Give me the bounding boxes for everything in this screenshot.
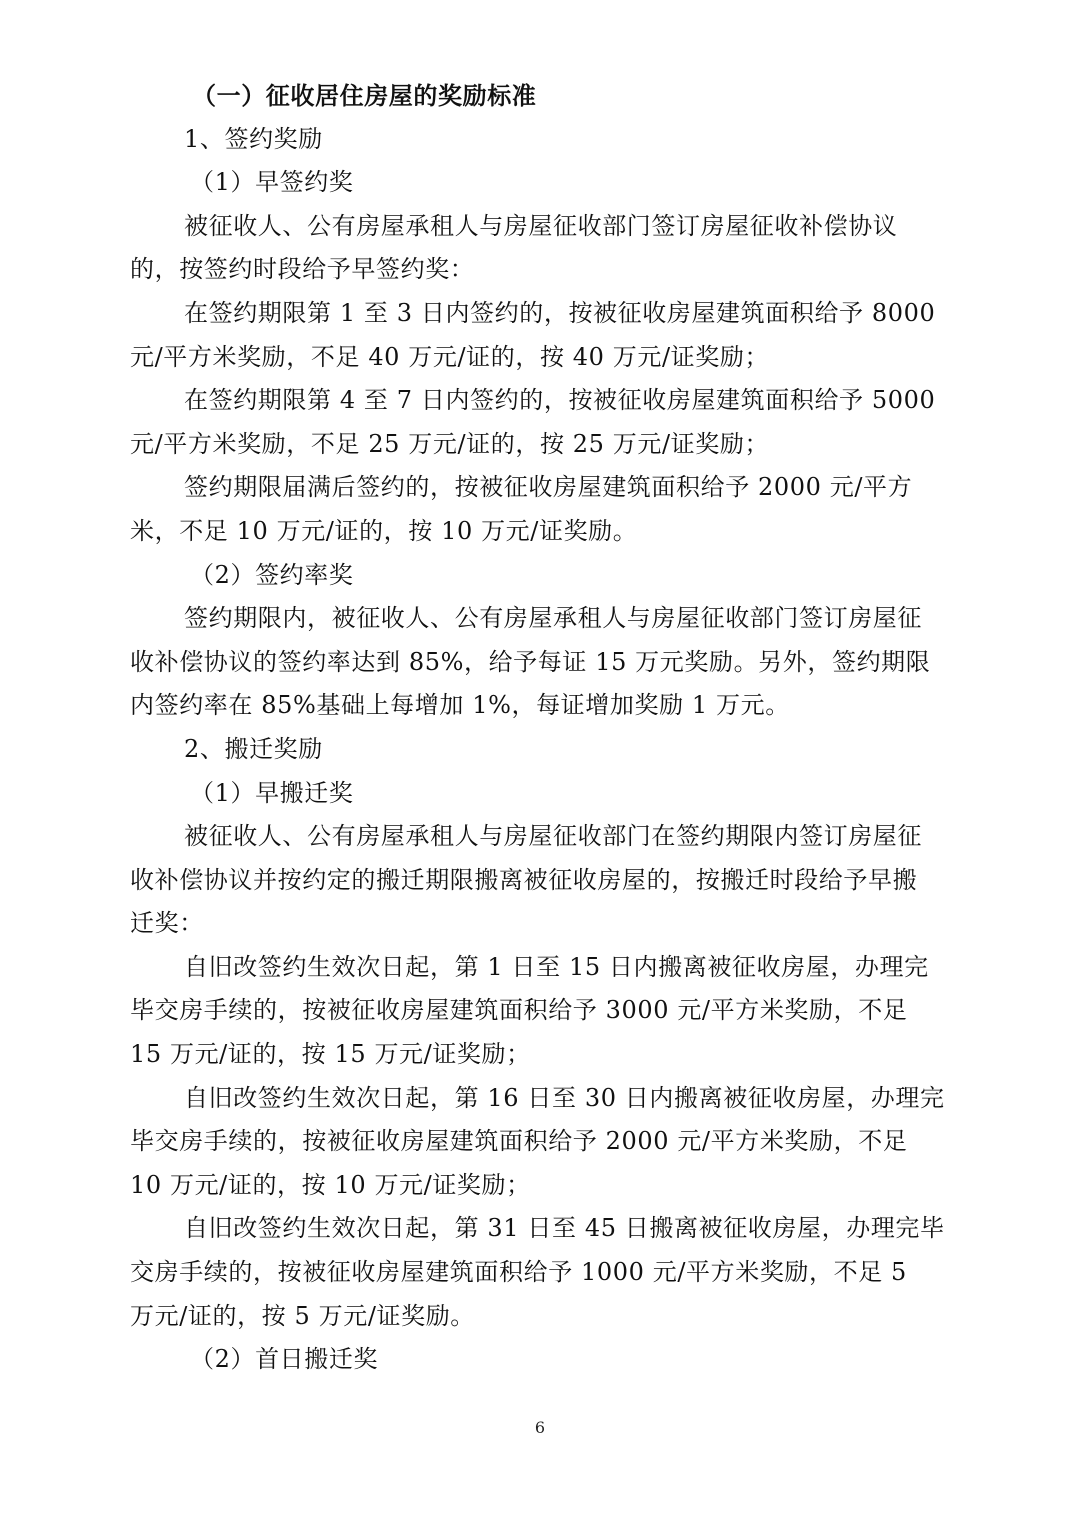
item-heading: （2）首日搬迁奖 (190, 1345, 379, 1374)
paragraph-line: 收补偿协议的签约率达到 85%，给予每证 15 万元奖励。另外，签约期限 (130, 647, 931, 676)
paragraph-line: 自旧改签约生效次日起，第 1 日至 15 日内搬离被征收房屋，办理完 (184, 952, 929, 981)
paragraph-line: 10 万元/证的，按 10 万元/证奖励； (130, 1170, 531, 1199)
document-body (130, 74, 952, 1382)
paragraph-line: 自旧改签约生效次日起，第 31 日至 45 日搬离被征收房屋，办理完毕 (184, 1214, 945, 1243)
paragraph-line: 签约期限届满后签约的，按被征收房屋建筑面积给予 2000 元/平方 (184, 473, 913, 502)
paragraph-line: 被征收人、公有房屋承租人与房屋征收部门签订房屋征收补偿协议 (184, 211, 898, 240)
subsection-heading: 2、搬迁奖励 (184, 734, 323, 763)
paragraph-line: 被征收人、公有房屋承租人与房屋征收部门在签约期限内签订房屋征 (184, 822, 922, 851)
page-number: 6 (534, 1418, 546, 1437)
paragraph-line: 元/平方米奖励，不足 25 万元/证的，按 25 万元/证奖励； (130, 429, 770, 458)
paragraph-line: 收补偿协议并按约定的搬迁期限搬离被征收房屋的，按搬迁时段给予早搬 (130, 865, 918, 894)
paragraph-line: 在签约期限第 1 至 3 日内签约的，按被征收房屋建筑面积给予 8000 (184, 298, 936, 327)
paragraph-line: 交房手续的，按被征收房屋建筑面积给予 1000 元/平方米奖励，不足 5 (130, 1258, 907, 1287)
paragraph-line: 迁奖： (130, 909, 204, 938)
paragraph-line: 内签约率在 85%基础上每增加 1%，每证增加奖励 1 万元。 (130, 691, 790, 720)
paragraph-line: 元/平方米奖励，不足 40 万元/证的，按 40 万元/证奖励； (130, 342, 770, 371)
paragraph-line: 自旧改签约生效次日起，第 16 日至 30 日内搬离被征收房屋，办理完 (184, 1083, 945, 1112)
item-heading: （1）早搬迁奖 (190, 778, 354, 807)
paragraph-line: 签约期限内，被征收人、公有房屋承租人与房屋征收部门签订房屋征 (184, 604, 922, 633)
paragraph-line: 万元/证的，按 5 万元/证奖励。 (130, 1301, 475, 1330)
paragraph-line: 米，不足 10 万元/证的，按 10 万元/证奖励。 (130, 516, 638, 545)
item-heading: （2）签约率奖 (190, 560, 354, 589)
subsection-heading: 1、签约奖励 (184, 124, 323, 153)
paragraph-line: 在签约期限第 4 至 7 日内签约的，按被征收房屋建筑面积给予 5000 (184, 386, 936, 415)
paragraph-line: 15 万元/证的，按 15 万元/证奖励； (130, 1040, 531, 1069)
paragraph-line: 毕交房手续的，按被征收房屋建筑面积给予 2000 元/平方米奖励，不足 (130, 1127, 908, 1156)
item-heading: （1）早签约奖 (190, 168, 354, 197)
section-heading: （一）征收居住房屋的奖励标准 (192, 81, 537, 110)
paragraph-line: 毕交房手续的，按被征收房屋建筑面积给予 3000 元/平方米奖励，不足 (130, 996, 908, 1025)
paragraph-line: 的，按签约时段给予早签约奖： (130, 255, 475, 284)
